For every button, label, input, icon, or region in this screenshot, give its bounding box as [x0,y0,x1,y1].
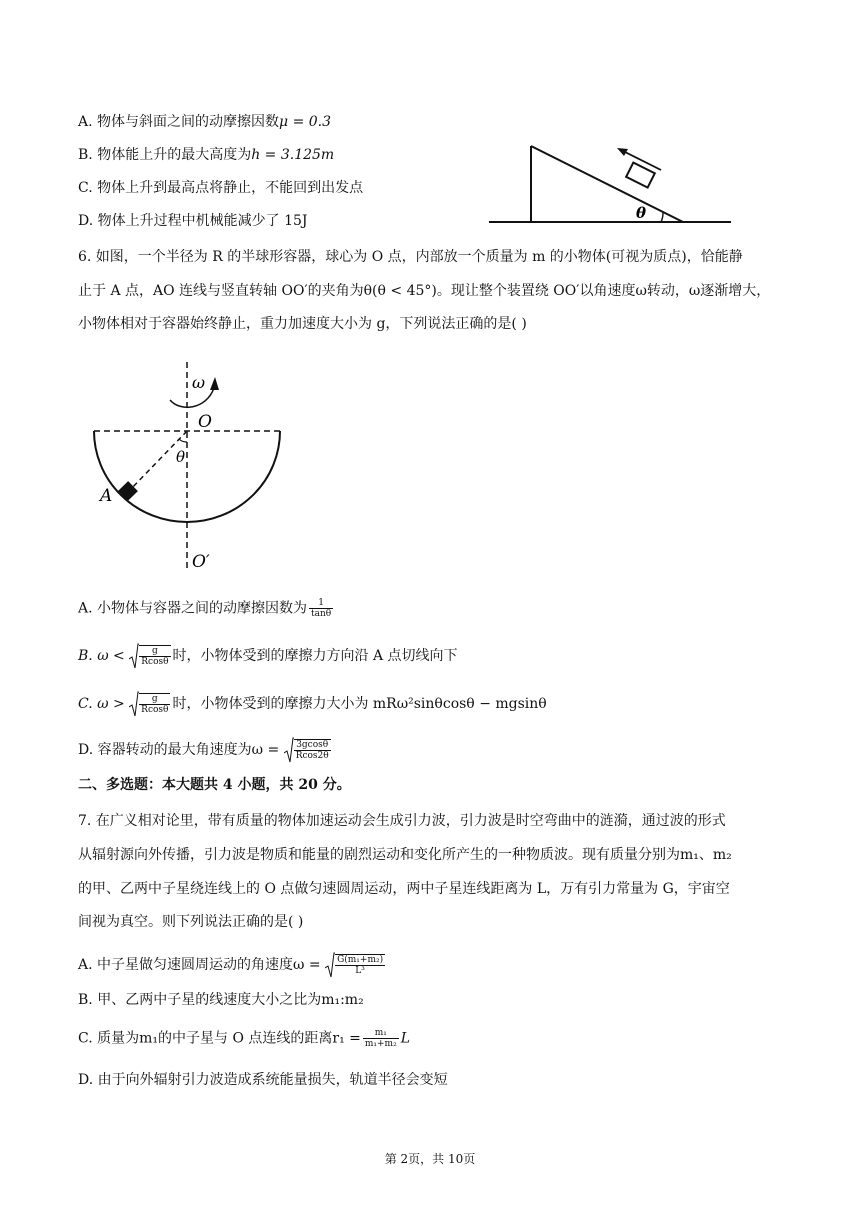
q7-option-a-text: A. 中子星做匀速圆周运动的角速度ω = [78,957,321,973]
q6-option-b-numerator: g [139,646,170,657]
q6-option-a-text: A. 小物体与容器之间的动摩擦因数为 [78,600,308,617]
q7-option-d: D. 由于向外辐射引力波造成系统能量损失，轨道半径会变短 [78,1072,448,1088]
q5-option-a-math: μ = 0.3 [279,114,332,130]
q6-option-b [78,643,458,669]
q5-option-a [78,112,331,132]
q6-option-c-text: 时，小物体受到的摩擦力大小为 mRω²sinθcosθ − mgsinθ [172,696,547,712]
q6-option-c-denominator: Rcosθ [141,705,169,715]
q6-option-d-text: D. 容器转动的最大角速度为ω = [78,742,280,758]
q6-option-c-numerator: g [139,694,170,705]
hemisphere-figure [88,360,298,575]
q6-option-d-denominator: Rcos2θ [295,751,329,761]
omega-label: ω [192,373,206,392]
q6-stem-line-3: 小物体相对于容器始终静止，重力加速度大小为 g，下列说法正确的是( ) [78,316,527,332]
o-prime-label: O′ [192,552,210,572]
q5-option-b [78,145,334,165]
q7-option-c-fraction [363,1028,399,1049]
q7-stem-line-2: 从辐射源向外传播，引力波是物质和能量的剧烈运动和变化所产生的一种物质波。现有质量分别为m₁、m₂ [78,847,732,863]
q6-option-a [78,598,335,619]
q6-option-b-denominator: Rcosθ [141,657,169,667]
theta-label: θ [176,448,186,466]
incline-slope [531,146,683,222]
q6-stem-line-2: 止于 A 点，AO 连线与竖直转轴 OO′的夹角为θ(θ < 45°)。现让整个装置绕 OO′以角速度ω转动，ω逐渐增大， [78,283,771,299]
sliding-block [626,163,655,188]
q6-option-c [78,691,547,717]
q7-option-c-denominator: m₁+m₂ [364,1039,397,1049]
q6-option-c-lhs: C. ω > [78,696,125,712]
q6-stem-line-1: 6. 如图，一个半径为 R 的半球形容器，球心为 O 点，内部放一个质量为 m 的小物体(可视为质点)，恰能静 [78,249,743,265]
q6-option-b-text: 时，小物体受到的摩擦力方向沿 A 点切线向下 [172,648,458,664]
q7-option-a [78,952,387,978]
angle-theta-label: θ [636,204,647,222]
q7-stem-line-4: 间视为真空。则下列说法正确的是( ) [78,914,304,930]
q5-option-a-text: A. 物体与斜面之间的动摩擦因数 [78,114,280,130]
q5-option-d: D. 物体上升过程中机械能减少了 15J [78,213,308,229]
q7-option-c-numerator: m₁ [363,1028,399,1039]
rotation-arrow-head [210,377,219,390]
q7-stem-line-3: 的甲、乙两中子星绕连线上的 O 点做匀速圆周运动，两中子星连线距离为 L，万有引力常量为 G，宇宙空 [78,881,730,897]
q6-option-a-numerator: 1 [309,598,333,609]
q7-option-b: B. 甲、乙两中子星的线速度大小之比为m₁:m₂ [78,992,364,1008]
q6-option-b-lhs: B. ω < [78,648,125,664]
q7-option-a-numerator: G(m₁+m₂) [337,955,384,965]
q5-option-b-math: h = 3.125m [251,147,335,163]
point-a-label: A [100,486,113,506]
q7-option-a-sqrt [325,952,387,978]
section-heading-multiple-choice: 二、多选题：本大题共 4 小题，共 20 分。 [78,777,351,793]
q6-option-d [78,737,333,763]
q7-stem-line-1: 7. 在广义相对论里，带有质量的物体加速运动会生成引力波，引力波是时空弯曲中的涟漪，通过波的形式 [78,813,726,829]
q6-option-d-numerator: 3gcosθ [294,740,331,751]
q6-option-c-sqrt [129,691,172,717]
q6-option-b-sqrt [129,643,172,669]
q7-option-c-text: C. 质量为m₁的中子星与 O 点连线的距离r₁ = [78,1030,361,1047]
page-footer: 第 2页，共 10页 [384,1152,476,1166]
q7-option-c [78,1028,410,1049]
q5-option-c: C. 物体上升到最高点将静止，不能回到出发点 [78,180,364,196]
q7-option-c-tail: L [400,1030,410,1047]
incline-figure [485,138,735,230]
q5-option-b-text: B. 物体能上升的最大高度为 [78,147,252,163]
q7-option-a-denominator: L³ [355,966,365,976]
angle-arc [661,212,663,222]
center-o-label: O [198,412,212,432]
q6-option-a-fraction [309,598,333,619]
q6-option-d-sqrt [284,737,333,763]
q6-option-a-denominator: tanθ [311,609,332,619]
theta-arc [179,439,187,442]
